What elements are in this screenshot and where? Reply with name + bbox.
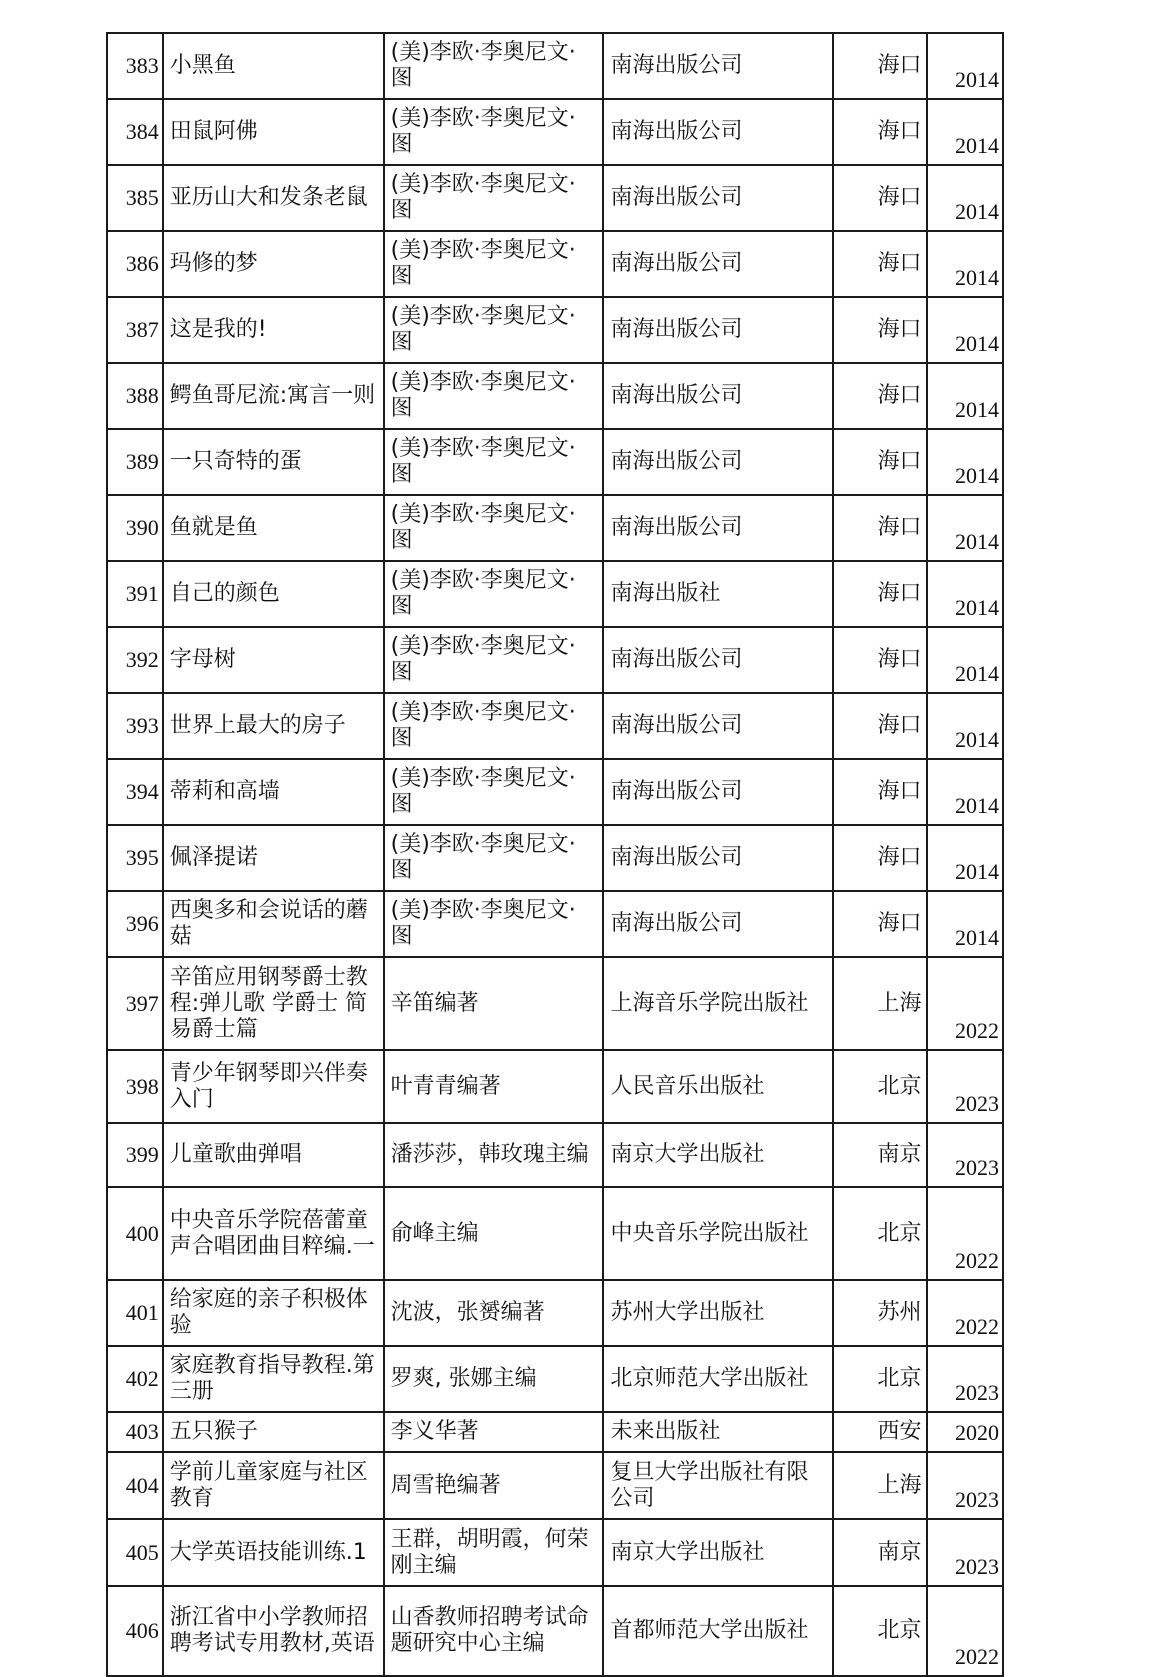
- publish-city: 西安: [833, 1412, 927, 1452]
- book-author: (美)李欧·李奥尼文·图: [384, 693, 604, 759]
- publish-city: 海口: [833, 627, 927, 693]
- table-row: [107, 429, 1003, 495]
- book-publisher: 苏州大学出版社: [603, 1280, 832, 1346]
- book-title: 浙江省中小学教师招聘考试专用教材,英语: [163, 1586, 384, 1676]
- publish-city: 海口: [833, 33, 927, 99]
- row-number: 401: [107, 1280, 163, 1346]
- book-author: 辛笛编著: [384, 957, 604, 1050]
- book-author: 罗爽, 张娜主编: [384, 1346, 604, 1412]
- publish-year: 2023: [927, 1519, 1003, 1586]
- book-publisher: 南海出版公司: [603, 231, 832, 297]
- book-title: 自己的颜色: [163, 561, 384, 627]
- book-author: (美)李欧·李奥尼文·图: [384, 825, 604, 891]
- book-publisher: 北京师范大学出版社: [603, 1346, 832, 1412]
- publish-city: 海口: [833, 165, 927, 231]
- book-author: (美)李欧·李奥尼文·图: [384, 627, 604, 693]
- book-title: 辛笛应用钢琴爵士教程:弹儿歌 学爵士 简易爵士篇: [163, 957, 384, 1050]
- publish-year: 2022: [927, 1280, 1003, 1346]
- table-row: [107, 231, 1003, 297]
- row-number: 393: [107, 693, 163, 759]
- publish-city: 北京: [833, 1187, 927, 1280]
- book-title: 五只猴子: [163, 1412, 384, 1452]
- book-publisher: 南海出版社: [603, 561, 832, 627]
- publish-year: 2014: [927, 33, 1003, 99]
- book-title: 田鼠阿佛: [163, 99, 384, 165]
- book-publisher: 南海出版公司: [603, 759, 832, 825]
- table-row: [107, 1412, 1003, 1452]
- publish-city: 海口: [833, 693, 927, 759]
- table-row: [107, 1346, 1003, 1412]
- book-title: 佩泽提诺: [163, 825, 384, 891]
- table-row: [107, 1050, 1003, 1123]
- row-number: 397: [107, 957, 163, 1050]
- book-author: (美)李欧·李奥尼文·图: [384, 561, 604, 627]
- book-author: (美)李欧·李奥尼文·图: [384, 363, 604, 429]
- book-publisher: 南海出版公司: [603, 891, 832, 957]
- publish-year: 2014: [927, 759, 1003, 825]
- table-row: [107, 759, 1003, 825]
- book-publisher: 人民音乐出版社: [603, 1050, 832, 1123]
- book-publisher: 南京大学出版社: [603, 1123, 832, 1187]
- publish-year: 2014: [927, 693, 1003, 759]
- publish-city: 南京: [833, 1519, 927, 1586]
- book-title: 西奥多和会说话的蘑菇: [163, 891, 384, 957]
- row-number: 403: [107, 1412, 163, 1452]
- book-title: 中央音乐学院蓓蕾童声合唱团曲目粹编.一: [163, 1187, 384, 1280]
- publish-year: 2023: [927, 1346, 1003, 1412]
- table-row: [107, 1280, 1003, 1346]
- table-row: [107, 693, 1003, 759]
- publish-year: 2014: [927, 429, 1003, 495]
- publish-year: 2014: [927, 495, 1003, 561]
- publish-year: 2023: [927, 1452, 1003, 1519]
- book-author: 叶青青编著: [384, 1050, 604, 1123]
- book-publisher: 南海出版公司: [603, 99, 832, 165]
- book-title: 大学英语技能训练.1: [163, 1519, 384, 1586]
- row-number: 388: [107, 363, 163, 429]
- publish-city: 北京: [833, 1586, 927, 1676]
- book-title: 青少年钢琴即兴伴奏入门: [163, 1050, 384, 1123]
- table-row: [107, 1187, 1003, 1280]
- book-title: 给家庭的亲子积极体验: [163, 1280, 384, 1346]
- book-title: 亚历山大和发条老鼠: [163, 165, 384, 231]
- table-row: [107, 891, 1003, 957]
- book-publisher: 南海出版公司: [603, 627, 832, 693]
- book-author: (美)李欧·李奥尼文·图: [384, 231, 604, 297]
- publish-city: 北京: [833, 1346, 927, 1412]
- book-list-table: [106, 32, 1004, 1677]
- publish-city: 海口: [833, 561, 927, 627]
- book-author: 俞峰主编: [384, 1187, 604, 1280]
- book-title: 玛修的梦: [163, 231, 384, 297]
- row-number: 402: [107, 1346, 163, 1412]
- publish-city: 海口: [833, 297, 927, 363]
- publish-year: 2023: [927, 1123, 1003, 1187]
- book-publisher: 中央音乐学院出版社: [603, 1187, 832, 1280]
- table-row: [107, 1519, 1003, 1586]
- publish-city: 北京: [833, 1050, 927, 1123]
- row-number: 399: [107, 1123, 163, 1187]
- book-title: 鳄鱼哥尼流:寓言一则: [163, 363, 384, 429]
- book-author: 王群，胡明霞，何荣刚主编: [384, 1519, 604, 1586]
- book-title: 家庭教育指导教程.第三册: [163, 1346, 384, 1412]
- row-number: 385: [107, 165, 163, 231]
- publish-city: 海口: [833, 99, 927, 165]
- book-author: 李义华著: [384, 1412, 604, 1452]
- publish-city: 南京: [833, 1123, 927, 1187]
- publish-city: 海口: [833, 495, 927, 561]
- table-row: [107, 99, 1003, 165]
- book-publisher: 南海出版公司: [603, 165, 832, 231]
- row-number: 395: [107, 825, 163, 891]
- book-publisher: 南京大学出版社: [603, 1519, 832, 1586]
- publish-year: 2022: [927, 1586, 1003, 1676]
- book-publisher: 南海出版公司: [603, 363, 832, 429]
- book-author: 山香教师招聘考试命题研究中心主编: [384, 1586, 604, 1676]
- book-author: (美)李欧·李奥尼文·图: [384, 33, 604, 99]
- table-row: [107, 297, 1003, 363]
- publish-year: 2014: [927, 165, 1003, 231]
- publish-year: 2014: [927, 891, 1003, 957]
- book-title: 蒂莉和高墙: [163, 759, 384, 825]
- row-number: 396: [107, 891, 163, 957]
- table-row: [107, 165, 1003, 231]
- book-publisher: 首都师范大学出版社: [603, 1586, 832, 1676]
- row-number: 391: [107, 561, 163, 627]
- book-title: 这是我的!: [163, 297, 384, 363]
- publish-year: 2023: [927, 1050, 1003, 1123]
- book-publisher: 南海出版公司: [603, 297, 832, 363]
- table-row: [107, 825, 1003, 891]
- row-number: 390: [107, 495, 163, 561]
- publish-city: 海口: [833, 363, 927, 429]
- table-row: [107, 363, 1003, 429]
- publish-year: 2022: [927, 957, 1003, 1050]
- book-author: (美)李欧·李奥尼文·图: [384, 297, 604, 363]
- publish-city: 海口: [833, 759, 927, 825]
- table-row: [107, 1586, 1003, 1676]
- book-author: 周雪艳编著: [384, 1452, 604, 1519]
- publish-city: 海口: [833, 891, 927, 957]
- publish-city: 苏州: [833, 1280, 927, 1346]
- publish-city: 上海: [833, 1452, 927, 1519]
- book-author: (美)李欧·李奥尼文·图: [384, 165, 604, 231]
- book-publisher: 上海音乐学院出版社: [603, 957, 832, 1050]
- book-author: (美)李欧·李奥尼文·图: [384, 759, 604, 825]
- table-row: [107, 495, 1003, 561]
- book-publisher: 南海出版公司: [603, 429, 832, 495]
- book-publisher: 未来出版社: [603, 1412, 832, 1452]
- book-author: (美)李欧·李奥尼文·图: [384, 891, 604, 957]
- book-title: 小黑鱼: [163, 33, 384, 99]
- table-row: [107, 561, 1003, 627]
- row-number: 384: [107, 99, 163, 165]
- row-number: 387: [107, 297, 163, 363]
- row-number: 389: [107, 429, 163, 495]
- row-number: 404: [107, 1452, 163, 1519]
- publish-year: 2014: [927, 297, 1003, 363]
- publish-year: 2014: [927, 231, 1003, 297]
- publish-year: 2020: [927, 1412, 1003, 1452]
- table-row: [107, 1452, 1003, 1519]
- table-row: [107, 627, 1003, 693]
- book-title: 儿童歌曲弹唱: [163, 1123, 384, 1187]
- publish-year: 2014: [927, 627, 1003, 693]
- row-number: 392: [107, 627, 163, 693]
- book-publisher: 复旦大学出版社有限公司: [603, 1452, 832, 1519]
- book-author: (美)李欧·李奥尼文·图: [384, 495, 604, 561]
- table-row: [107, 33, 1003, 99]
- row-number: 394: [107, 759, 163, 825]
- publish-city: 海口: [833, 429, 927, 495]
- book-title: 世界上最大的房子: [163, 693, 384, 759]
- book-title: 鱼就是鱼: [163, 495, 384, 561]
- publish-city: 上海: [833, 957, 927, 1050]
- publish-year: 2014: [927, 825, 1003, 891]
- publish-city: 海口: [833, 231, 927, 297]
- book-publisher: 南海出版公司: [603, 693, 832, 759]
- publish-year: 2014: [927, 561, 1003, 627]
- publish-city: 海口: [833, 825, 927, 891]
- row-number: 383: [107, 33, 163, 99]
- book-author: (美)李欧·李奥尼文·图: [384, 99, 604, 165]
- publish-year: 2014: [927, 99, 1003, 165]
- book-publisher: 南海出版公司: [603, 495, 832, 561]
- book-publisher: 南海出版公司: [603, 33, 832, 99]
- book-publisher: 南海出版公司: [603, 825, 832, 891]
- book-title: 字母树: [163, 627, 384, 693]
- publish-year: 2022: [927, 1187, 1003, 1280]
- book-list-body: [107, 33, 1003, 1676]
- row-number: 398: [107, 1050, 163, 1123]
- row-number: 386: [107, 231, 163, 297]
- book-author: (美)李欧·李奥尼文·图: [384, 429, 604, 495]
- table-row: [107, 1123, 1003, 1187]
- row-number: 405: [107, 1519, 163, 1586]
- row-number: 406: [107, 1586, 163, 1676]
- book-title: 学前儿童家庭与社区教育: [163, 1452, 384, 1519]
- book-author: 潘莎莎，韩玫瑰主编: [384, 1123, 604, 1187]
- row-number: 400: [107, 1187, 163, 1280]
- publish-year: 2014: [927, 363, 1003, 429]
- book-title: 一只奇特的蛋: [163, 429, 384, 495]
- book-author: 沈波，张赟编著: [384, 1280, 604, 1346]
- table-row: [107, 957, 1003, 1050]
